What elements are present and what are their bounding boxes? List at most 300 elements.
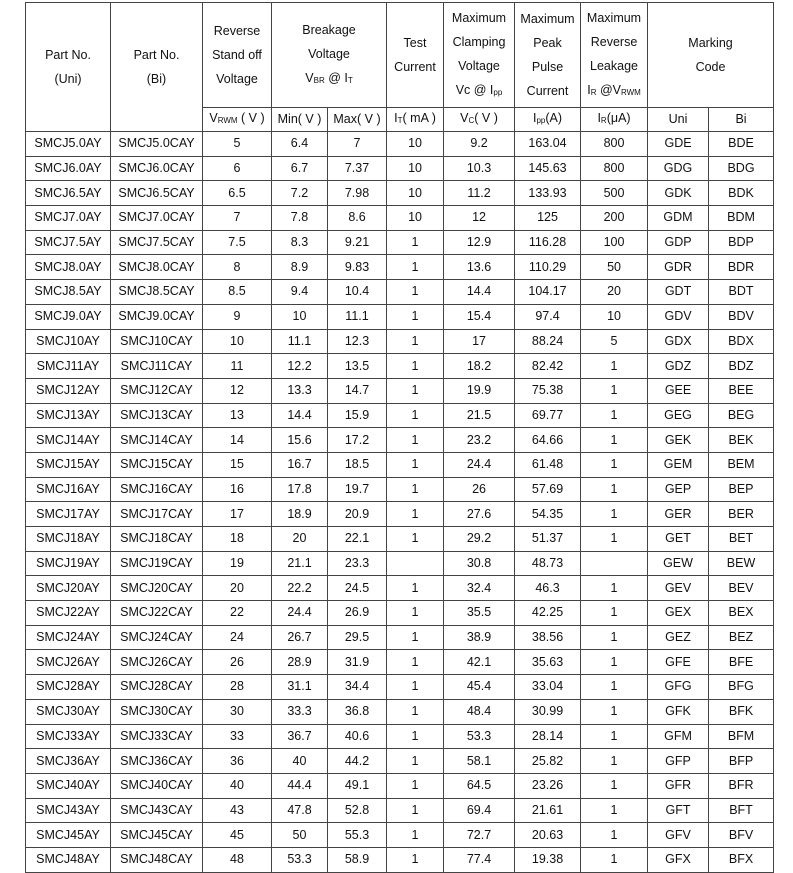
cell-part-bi: SMCJ19CAY bbox=[111, 551, 203, 576]
cell-part-uni: SMCJ26AY bbox=[26, 650, 111, 675]
cell-vbr-max: 36.8 bbox=[328, 699, 387, 724]
cell-ipp: 51.37 bbox=[515, 527, 581, 552]
cell-part-bi: SMCJ18CAY bbox=[111, 527, 203, 552]
cell-it: 1 bbox=[387, 601, 444, 626]
cell-ipp: 57.69 bbox=[515, 477, 581, 502]
cell-marking-bi: BFP bbox=[709, 749, 774, 774]
cell-marking-bi: BFT bbox=[709, 798, 774, 823]
cell-ir: 1 bbox=[581, 847, 648, 872]
cell-ir: 1 bbox=[581, 527, 648, 552]
cell-part-uni: SMCJ16AY bbox=[26, 477, 111, 502]
header-part-uni: Part No. (Uni) bbox=[26, 3, 111, 132]
table-row bbox=[26, 477, 774, 502]
cell-ipp: 125 bbox=[515, 206, 581, 231]
cell-vc: 38.9 bbox=[444, 625, 515, 650]
cell-ir: 1 bbox=[581, 428, 648, 453]
table-row bbox=[26, 329, 774, 354]
header-standoff-voltage: Reverse Stand off Voltage bbox=[203, 3, 272, 108]
header-row bbox=[26, 3, 774, 108]
cell-part-bi: SMCJ43CAY bbox=[111, 798, 203, 823]
cell-part-bi: SMCJ14CAY bbox=[111, 428, 203, 453]
cell-it: 1 bbox=[387, 675, 444, 700]
cell-marking-bi: BEG bbox=[709, 403, 774, 428]
cell-part-uni: SMCJ40AY bbox=[26, 773, 111, 798]
cell-ir: 1 bbox=[581, 403, 648, 428]
cell-marking-uni: GFE bbox=[648, 650, 709, 675]
cell-marking-uni: GFK bbox=[648, 699, 709, 724]
cell-vc: 18.2 bbox=[444, 354, 515, 379]
table-row bbox=[26, 132, 774, 157]
table-row bbox=[26, 699, 774, 724]
cell-marking-bi: BDG bbox=[709, 156, 774, 181]
cell-vrwm: 14 bbox=[203, 428, 272, 453]
cell-part-bi: SMCJ8.0CAY bbox=[111, 255, 203, 280]
cell-part-uni: SMCJ14AY bbox=[26, 428, 111, 453]
cell-marking-uni: GFV bbox=[648, 823, 709, 848]
cell-vbr-max: 20.9 bbox=[328, 502, 387, 527]
cell-vrwm: 10 bbox=[203, 329, 272, 354]
cell-part-bi: SMCJ16CAY bbox=[111, 477, 203, 502]
cell-vbr-min: 8.3 bbox=[272, 230, 328, 255]
clamping-symbol: Vc @ Ipp bbox=[455, 82, 503, 97]
cell-vbr-max: 23.3 bbox=[328, 551, 387, 576]
cell-marking-bi: BFM bbox=[709, 724, 774, 749]
cell-marking-uni: GEV bbox=[648, 576, 709, 601]
cell-vbr-min: 22.2 bbox=[272, 576, 328, 601]
cell-ipp: 20.63 bbox=[515, 823, 581, 848]
cell-ir: 5 bbox=[581, 329, 648, 354]
cell-part-uni: SMCJ20AY bbox=[26, 576, 111, 601]
cell-marking-uni: GEP bbox=[648, 477, 709, 502]
cell-part-bi: SMCJ28CAY bbox=[111, 675, 203, 700]
cell-vrwm: 5 bbox=[203, 132, 272, 157]
cell-marking-bi: BDT bbox=[709, 280, 774, 305]
unit-vbr-min: Min( V ) bbox=[272, 108, 328, 132]
cell-marking-bi: BDR bbox=[709, 255, 774, 280]
cell-ipp: 46.3 bbox=[515, 576, 581, 601]
cell-vrwm: 15 bbox=[203, 452, 272, 477]
cell-vc: 13.6 bbox=[444, 255, 515, 280]
cell-it: 1 bbox=[387, 354, 444, 379]
cell-it: 1 bbox=[387, 428, 444, 453]
cell-it: 1 bbox=[387, 823, 444, 848]
cell-part-bi: SMCJ33CAY bbox=[111, 724, 203, 749]
cell-part-bi: SMCJ22CAY bbox=[111, 601, 203, 626]
cell-part-uni: SMCJ13AY bbox=[26, 403, 111, 428]
cell-vbr-max: 13.5 bbox=[328, 354, 387, 379]
table-row bbox=[26, 601, 774, 626]
cell-marking-uni: GEW bbox=[648, 551, 709, 576]
cell-part-uni: SMCJ19AY bbox=[26, 551, 111, 576]
cell-vrwm: 36 bbox=[203, 749, 272, 774]
header-peak-pulse-current: Maximum Peak Pulse Current bbox=[515, 3, 581, 108]
cell-vbr-max: 34.4 bbox=[328, 675, 387, 700]
cell-vbr-max: 9.21 bbox=[328, 230, 387, 255]
cell-vbr-min: 17.8 bbox=[272, 477, 328, 502]
cell-vrwm: 6.5 bbox=[203, 181, 272, 206]
cell-part-uni: SMCJ30AY bbox=[26, 699, 111, 724]
cell-marking-uni: GEX bbox=[648, 601, 709, 626]
cell-it: 10 bbox=[387, 206, 444, 231]
cell-it: 1 bbox=[387, 576, 444, 601]
cell-vbr-min: 31.1 bbox=[272, 675, 328, 700]
cell-vbr-min: 10 bbox=[272, 304, 328, 329]
cell-it: 1 bbox=[387, 452, 444, 477]
header-marking-code: Marking Code bbox=[648, 3, 774, 108]
table-row bbox=[26, 378, 774, 403]
cell-vc: 11.2 bbox=[444, 181, 515, 206]
cell-vc: 12.9 bbox=[444, 230, 515, 255]
cell-vc: 24.4 bbox=[444, 452, 515, 477]
leakage-symbol: IR @VRWM bbox=[587, 82, 641, 97]
cell-part-bi: SMCJ17CAY bbox=[111, 502, 203, 527]
table-row bbox=[26, 798, 774, 823]
cell-vbr-max: 18.5 bbox=[328, 452, 387, 477]
cell-vbr-max: 9.83 bbox=[328, 255, 387, 280]
cell-marking-bi: BEX bbox=[709, 601, 774, 626]
cell-it: 1 bbox=[387, 280, 444, 305]
cell-ir: 1 bbox=[581, 699, 648, 724]
cell-ir: 1 bbox=[581, 354, 648, 379]
table-row bbox=[26, 551, 774, 576]
cell-it: 1 bbox=[387, 625, 444, 650]
cell-marking-bi: BDV bbox=[709, 304, 774, 329]
cell-ipp: 48.73 bbox=[515, 551, 581, 576]
cell-it: 1 bbox=[387, 650, 444, 675]
cell-ipp: 19.38 bbox=[515, 847, 581, 872]
cell-part-bi: SMCJ12CAY bbox=[111, 378, 203, 403]
cell-vrwm: 30 bbox=[203, 699, 272, 724]
cell-marking-uni: GET bbox=[648, 527, 709, 552]
cell-vbr-max: 31.9 bbox=[328, 650, 387, 675]
cell-marking-uni: GFT bbox=[648, 798, 709, 823]
cell-vc: 14.4 bbox=[444, 280, 515, 305]
cell-part-bi: SMCJ48CAY bbox=[111, 847, 203, 872]
cell-ir: 200 bbox=[581, 206, 648, 231]
table-body bbox=[26, 132, 774, 873]
cell-ir: 1 bbox=[581, 773, 648, 798]
table-row bbox=[26, 255, 774, 280]
cell-vbr-min: 50 bbox=[272, 823, 328, 848]
cell-it: 1 bbox=[387, 378, 444, 403]
cell-part-bi: SMCJ26CAY bbox=[111, 650, 203, 675]
cell-part-bi: SMCJ10CAY bbox=[111, 329, 203, 354]
cell-part-bi: SMCJ45CAY bbox=[111, 823, 203, 848]
table-row bbox=[26, 773, 774, 798]
cell-vbr-min: 33.3 bbox=[272, 699, 328, 724]
cell-it: 1 bbox=[387, 798, 444, 823]
cell-ipp: 61.48 bbox=[515, 452, 581, 477]
cell-ir: 1 bbox=[581, 798, 648, 823]
cell-vc: 77.4 bbox=[444, 847, 515, 872]
cell-vc: 17 bbox=[444, 329, 515, 354]
cell-part-uni: SMCJ10AY bbox=[26, 329, 111, 354]
cell-part-uni: SMCJ8.5AY bbox=[26, 280, 111, 305]
cell-vc: 21.5 bbox=[444, 403, 515, 428]
cell-part-bi: SMCJ36CAY bbox=[111, 749, 203, 774]
cell-ir: 800 bbox=[581, 132, 648, 157]
cell-marking-bi: BEM bbox=[709, 452, 774, 477]
cell-vc: 29.2 bbox=[444, 527, 515, 552]
cell-vc: 9.2 bbox=[444, 132, 515, 157]
cell-it: 10 bbox=[387, 132, 444, 157]
cell-part-uni: SMCJ15AY bbox=[26, 452, 111, 477]
breakage-symbol: VBR @ IT bbox=[305, 70, 353, 85]
table-row bbox=[26, 156, 774, 181]
cell-marking-bi: BFR bbox=[709, 773, 774, 798]
cell-ir: 50 bbox=[581, 255, 648, 280]
cell-vbr-max: 52.8 bbox=[328, 798, 387, 823]
cell-marking-uni: GDV bbox=[648, 304, 709, 329]
cell-marking-bi: BEK bbox=[709, 428, 774, 453]
table-row bbox=[26, 675, 774, 700]
cell-vbr-max: 22.1 bbox=[328, 527, 387, 552]
header-test-current: Test Current bbox=[387, 3, 444, 108]
cell-part-bi: SMCJ8.5CAY bbox=[111, 280, 203, 305]
cell-vbr-max: 10.4 bbox=[328, 280, 387, 305]
cell-vbr-min: 12.2 bbox=[272, 354, 328, 379]
table-row bbox=[26, 452, 774, 477]
cell-marking-uni: GDZ bbox=[648, 354, 709, 379]
header-part-bi: Part No. (Bi) bbox=[111, 3, 203, 132]
cell-vbr-min: 26.7 bbox=[272, 625, 328, 650]
cell-vbr-max: 58.9 bbox=[328, 847, 387, 872]
unit-vbr-max: Max( V ) bbox=[328, 108, 387, 132]
cell-part-uni: SMCJ7.0AY bbox=[26, 206, 111, 231]
cell-vrwm: 26 bbox=[203, 650, 272, 675]
cell-ir: 1 bbox=[581, 650, 648, 675]
cell-vrwm: 11 bbox=[203, 354, 272, 379]
cell-ipp: 133.93 bbox=[515, 181, 581, 206]
cell-marking-uni: GDP bbox=[648, 230, 709, 255]
cell-part-bi: SMCJ9.0CAY bbox=[111, 304, 203, 329]
cell-ipp: 116.28 bbox=[515, 230, 581, 255]
cell-vrwm: 28 bbox=[203, 675, 272, 700]
cell-vc: 27.6 bbox=[444, 502, 515, 527]
cell-vbr-max: 40.6 bbox=[328, 724, 387, 749]
table-row bbox=[26, 304, 774, 329]
cell-marking-bi: BDX bbox=[709, 329, 774, 354]
cell-ir: 800 bbox=[581, 156, 648, 181]
cell-marking-bi: BDK bbox=[709, 181, 774, 206]
cell-marking-uni: GDG bbox=[648, 156, 709, 181]
cell-vbr-min: 14.4 bbox=[272, 403, 328, 428]
cell-vrwm: 17 bbox=[203, 502, 272, 527]
cell-vc: 64.5 bbox=[444, 773, 515, 798]
cell-part-uni: SMCJ17AY bbox=[26, 502, 111, 527]
cell-part-bi: SMCJ11CAY bbox=[111, 354, 203, 379]
cell-part-bi: SMCJ30CAY bbox=[111, 699, 203, 724]
cell-marking-bi: BFX bbox=[709, 847, 774, 872]
cell-part-uni: SMCJ18AY bbox=[26, 527, 111, 552]
cell-part-uni: SMCJ5.0AY bbox=[26, 132, 111, 157]
cell-part-bi: SMCJ5.0CAY bbox=[111, 132, 203, 157]
cell-vc: 45.4 bbox=[444, 675, 515, 700]
cell-part-uni: SMCJ48AY bbox=[26, 847, 111, 872]
cell-vrwm: 24 bbox=[203, 625, 272, 650]
header-clamping-voltage: Maximum Clamping Voltage Vc @ Ipp bbox=[444, 3, 515, 108]
unit-it: IT( mA ) bbox=[387, 108, 444, 132]
cell-vc: 32.4 bbox=[444, 576, 515, 601]
cell-vrwm: 8 bbox=[203, 255, 272, 280]
cell-vbr-min: 6.4 bbox=[272, 132, 328, 157]
cell-vc: 30.8 bbox=[444, 551, 515, 576]
cell-marking-uni: GEZ bbox=[648, 625, 709, 650]
cell-vrwm: 33 bbox=[203, 724, 272, 749]
cell-ipp: 75.38 bbox=[515, 378, 581, 403]
cell-ipp: 21.61 bbox=[515, 798, 581, 823]
cell-vrwm: 45 bbox=[203, 823, 272, 848]
cell-part-bi: SMCJ6.5CAY bbox=[111, 181, 203, 206]
cell-part-uni: SMCJ8.0AY bbox=[26, 255, 111, 280]
cell-vbr-min: 18.9 bbox=[272, 502, 328, 527]
cell-marking-bi: BEV bbox=[709, 576, 774, 601]
cell-vc: 26 bbox=[444, 477, 515, 502]
cell-vbr-max: 7.98 bbox=[328, 181, 387, 206]
cell-part-bi: SMCJ40CAY bbox=[111, 773, 203, 798]
cell-part-bi: SMCJ13CAY bbox=[111, 403, 203, 428]
cell-ir: 1 bbox=[581, 378, 648, 403]
cell-ir: 100 bbox=[581, 230, 648, 255]
cell-marking-uni: GEK bbox=[648, 428, 709, 453]
cell-ipp: 42.25 bbox=[515, 601, 581, 626]
cell-ir: 1 bbox=[581, 576, 648, 601]
cell-vbr-min: 53.3 bbox=[272, 847, 328, 872]
table-row bbox=[26, 502, 774, 527]
cell-vbr-min: 44.4 bbox=[272, 773, 328, 798]
cell-vrwm: 43 bbox=[203, 798, 272, 823]
cell-vrwm: 7 bbox=[203, 206, 272, 231]
cell-ipp: 88.24 bbox=[515, 329, 581, 354]
cell-vrwm: 19 bbox=[203, 551, 272, 576]
table-row bbox=[26, 625, 774, 650]
cell-part-bi: SMCJ7.0CAY bbox=[111, 206, 203, 231]
cell-it: 1 bbox=[387, 773, 444, 798]
cell-marking-bi: BFV bbox=[709, 823, 774, 848]
cell-ipp: 35.63 bbox=[515, 650, 581, 675]
table-row bbox=[26, 280, 774, 305]
cell-vbr-max: 29.5 bbox=[328, 625, 387, 650]
cell-vrwm: 48 bbox=[203, 847, 272, 872]
cell-marking-uni: GER bbox=[648, 502, 709, 527]
cell-marking-bi: BDZ bbox=[709, 354, 774, 379]
cell-ipp: 145.63 bbox=[515, 156, 581, 181]
cell-vbr-min: 21.1 bbox=[272, 551, 328, 576]
cell-ir: 1 bbox=[581, 452, 648, 477]
cell-it: 1 bbox=[387, 304, 444, 329]
cell-vbr-min: 28.9 bbox=[272, 650, 328, 675]
table-row bbox=[26, 527, 774, 552]
cell-ipp: 23.26 bbox=[515, 773, 581, 798]
cell-ir: 500 bbox=[581, 181, 648, 206]
cell-vrwm: 20 bbox=[203, 576, 272, 601]
cell-marking-uni: GFP bbox=[648, 749, 709, 774]
cell-part-uni: SMCJ22AY bbox=[26, 601, 111, 626]
cell-marking-uni: GDT bbox=[648, 280, 709, 305]
cell-ipp: 25.82 bbox=[515, 749, 581, 774]
cell-marking-uni: GFG bbox=[648, 675, 709, 700]
table-row bbox=[26, 823, 774, 848]
cell-vbr-min: 36.7 bbox=[272, 724, 328, 749]
cell-marking-bi: BEP bbox=[709, 477, 774, 502]
cell-ipp: 97.4 bbox=[515, 304, 581, 329]
cell-vrwm: 40 bbox=[203, 773, 272, 798]
cell-part-uni: SMCJ12AY bbox=[26, 378, 111, 403]
unit-vrwm: VRWM ( V ) bbox=[203, 108, 272, 132]
cell-ir: 1 bbox=[581, 724, 648, 749]
cell-marking-uni: GDM bbox=[648, 206, 709, 231]
cell-vbr-max: 11.1 bbox=[328, 304, 387, 329]
cell-vbr-max: 19.7 bbox=[328, 477, 387, 502]
cell-vbr-min: 13.3 bbox=[272, 378, 328, 403]
table-row bbox=[26, 206, 774, 231]
cell-ir: 1 bbox=[581, 749, 648, 774]
cell-vrwm: 22 bbox=[203, 601, 272, 626]
unit-marking-uni: Uni bbox=[648, 108, 709, 132]
cell-part-uni: SMCJ24AY bbox=[26, 625, 111, 650]
cell-ipp: 163.04 bbox=[515, 132, 581, 157]
cell-vc: 35.5 bbox=[444, 601, 515, 626]
cell-part-uni: SMCJ45AY bbox=[26, 823, 111, 848]
cell-part-uni: SMCJ36AY bbox=[26, 749, 111, 774]
cell-ir: 1 bbox=[581, 502, 648, 527]
cell-vc: 58.1 bbox=[444, 749, 515, 774]
table-row bbox=[26, 847, 774, 872]
cell-ipp: 54.35 bbox=[515, 502, 581, 527]
cell-vbr-min: 9.4 bbox=[272, 280, 328, 305]
cell-vbr-max: 12.3 bbox=[328, 329, 387, 354]
header-breakage-voltage: Breakage Voltage VBR @ IT bbox=[272, 3, 387, 108]
cell-it: 1 bbox=[387, 699, 444, 724]
cell-vc: 42.1 bbox=[444, 650, 515, 675]
cell-vbr-min: 16.7 bbox=[272, 452, 328, 477]
cell-vbr-min: 6.7 bbox=[272, 156, 328, 181]
cell-vrwm: 8.5 bbox=[203, 280, 272, 305]
cell-part-uni: SMCJ33AY bbox=[26, 724, 111, 749]
cell-vbr-min: 7.8 bbox=[272, 206, 328, 231]
cell-ir: 1 bbox=[581, 675, 648, 700]
cell-vrwm: 12 bbox=[203, 378, 272, 403]
cell-vrwm: 9 bbox=[203, 304, 272, 329]
cell-vbr-max: 7.37 bbox=[328, 156, 387, 181]
cell-part-bi: SMCJ6.0CAY bbox=[111, 156, 203, 181]
cell-it: 10 bbox=[387, 156, 444, 181]
cell-ipp: 110.29 bbox=[515, 255, 581, 280]
cell-marking-uni: GDX bbox=[648, 329, 709, 354]
table-row bbox=[26, 428, 774, 453]
cell-part-uni: SMCJ11AY bbox=[26, 354, 111, 379]
cell-part-bi: SMCJ20CAY bbox=[111, 576, 203, 601]
cell-ir: 1 bbox=[581, 625, 648, 650]
unit-vc: VC( V ) bbox=[444, 108, 515, 132]
cell-marking-uni: GDR bbox=[648, 255, 709, 280]
cell-vbr-min: 15.6 bbox=[272, 428, 328, 453]
cell-ir: 1 bbox=[581, 477, 648, 502]
cell-vc: 53.3 bbox=[444, 724, 515, 749]
cell-part-uni: SMCJ43AY bbox=[26, 798, 111, 823]
cell-marking-bi: BEE bbox=[709, 378, 774, 403]
cell-vrwm: 16 bbox=[203, 477, 272, 502]
cell-it: 1 bbox=[387, 255, 444, 280]
cell-vbr-max: 7 bbox=[328, 132, 387, 157]
table-row bbox=[26, 576, 774, 601]
cell-marking-bi: BEW bbox=[709, 551, 774, 576]
cell-ir: 1 bbox=[581, 601, 648, 626]
table-row bbox=[26, 230, 774, 255]
cell-it: 1 bbox=[387, 403, 444, 428]
cell-part-uni: SMCJ9.0AY bbox=[26, 304, 111, 329]
cell-vc: 12 bbox=[444, 206, 515, 231]
